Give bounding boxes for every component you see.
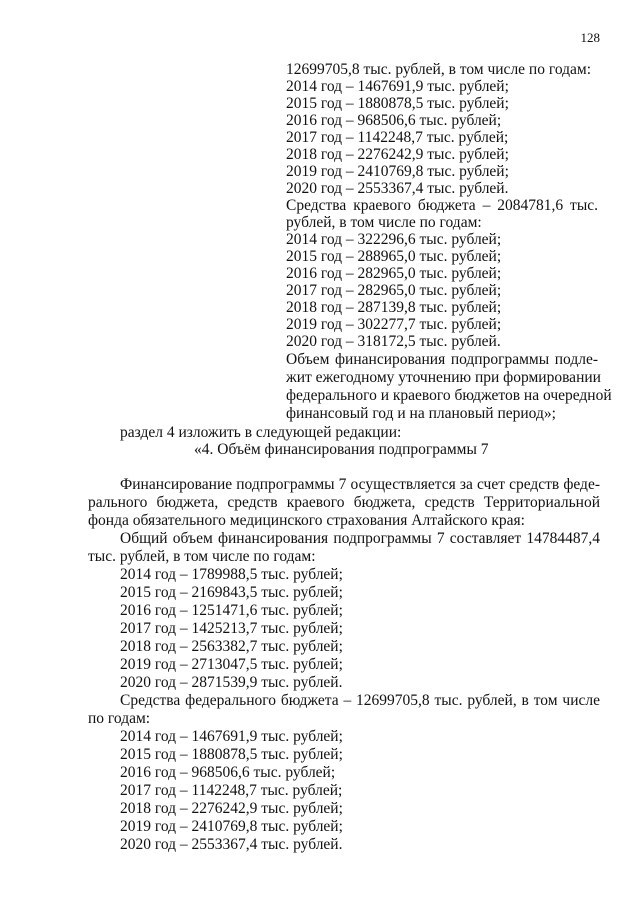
regional-intro-line: Средства краевого бюджета – 2084781,6 тыс.: [286, 197, 598, 214]
total-year-line: 2017 год – 1425213,7 тыс. рублей;: [120, 620, 343, 637]
federal2-year-line: 2016 год – 968506,6 тыс. рублей;: [120, 764, 336, 781]
federal2-year-line: 2015 год – 1880878,5 тыс. рублей;: [120, 746, 343, 763]
total-year-line: 2015 год – 2169843,5 тыс. рублей;: [120, 584, 343, 601]
regional-year-line: 2019 год – 302277,7 тыс. рублей;: [286, 316, 502, 333]
regional-year-line: 2014 год – 322296,6 тыс. рублей;: [286, 231, 502, 248]
note-line: Объем финансирования подпрограммы подле-: [286, 351, 598, 368]
paragraph-line: фонда обязательного медицинского страхования Алтайского края:: [88, 512, 525, 529]
regional-year-line: 2018 год – 287139,8 тыс. рублей;: [286, 299, 502, 316]
regional-year-line: 2016 год – 282965,0 тыс. рублей;: [286, 265, 502, 282]
paragraph-line: Финансирование подпрограммы 7 осуществляется за счет средств феде-: [120, 476, 600, 493]
federal2-year-line: 2019 год – 2410769,8 тыс. рублей;: [120, 818, 343, 835]
total-year-line: 2018 год – 2563382,7 тыс. рублей;: [120, 638, 343, 655]
federal-year-line: 2020 год – 2553367,4 тыс. рублей.: [286, 180, 509, 197]
instruction-line: раздел 4 изложить в следующей редакции:: [120, 424, 402, 441]
federal-year-line: 2014 год – 1467691,9 тыс. рублей;: [286, 78, 509, 95]
section-heading: «4. Объём финансирования подпрограммы 7: [194, 441, 489, 458]
regional-year-line: 2017 год – 282965,0 тыс. рублей;: [286, 282, 502, 299]
regional-year-line: 2020 год – 318172,5 тыс. рублей.: [286, 333, 501, 350]
federal-year-line: 2016 год – 968506,6 тыс. рублей;: [286, 112, 502, 129]
total-year-line: 2016 год – 1251471,6 тыс. рублей;: [120, 602, 343, 619]
total-year-line: 2014 год – 1789988,5 тыс. рублей;: [120, 566, 343, 583]
federal-year-line: 2015 год – 1880878,5 тыс. рублей;: [286, 95, 509, 112]
paragraph-line: рального бюджета, средств краевого бюджета, средств Территориальной: [88, 494, 600, 511]
page-number: 128: [580, 30, 600, 45]
federal2-year-line: 2017 год – 1142248,7 тыс. рублей;: [120, 782, 343, 799]
total-year-line: 2019 год – 2713047,5 тыс. рублей;: [120, 656, 343, 673]
note-line: федерального и краевого бюджетов на очередной: [286, 387, 612, 404]
federal-year-line: 2019 год – 2410769,8 тыс. рублей;: [286, 163, 509, 180]
note-line: финансовый год и на плановый период»;: [286, 405, 556, 422]
federal-year-line: 2017 год – 1142248,7 тыс. рублей;: [286, 129, 509, 146]
federal2-year-line: 2020 год – 2553367,4 тыс. рублей.: [120, 836, 343, 853]
total-year-line: 2020 год – 2871539,9 тыс. рублей.: [120, 674, 343, 691]
note-line: жит ежегодному уточнению при формировании: [286, 369, 601, 386]
federal-total-line: 12699705,8 тыс. рублей, в том числе по годам:: [286, 61, 592, 78]
federal2-line: по годам:: [88, 710, 151, 727]
regional-year-line: 2015 год – 288965,0 тыс. рублей;: [286, 248, 502, 265]
federal2-year-line: 2018 год – 2276242,9 тыс. рублей;: [120, 800, 343, 817]
total-line: тыс. рублей, в том числе по годам:: [88, 548, 316, 565]
total-line: Общий объем финансирования подпрограммы 7 составляет 14784487,4: [120, 530, 600, 547]
federal2-year-line: 2014 год – 1467691,9 тыс. рублей;: [120, 728, 343, 745]
federal2-line: Средства федерального бюджета – 12699705,8 тыс. рублей, в том числе: [120, 692, 600, 709]
federal-year-line: 2018 год – 2276242,9 тыс. рублей;: [286, 146, 509, 163]
regional-intro-line: рублей, в том числе по годам:: [286, 214, 482, 231]
